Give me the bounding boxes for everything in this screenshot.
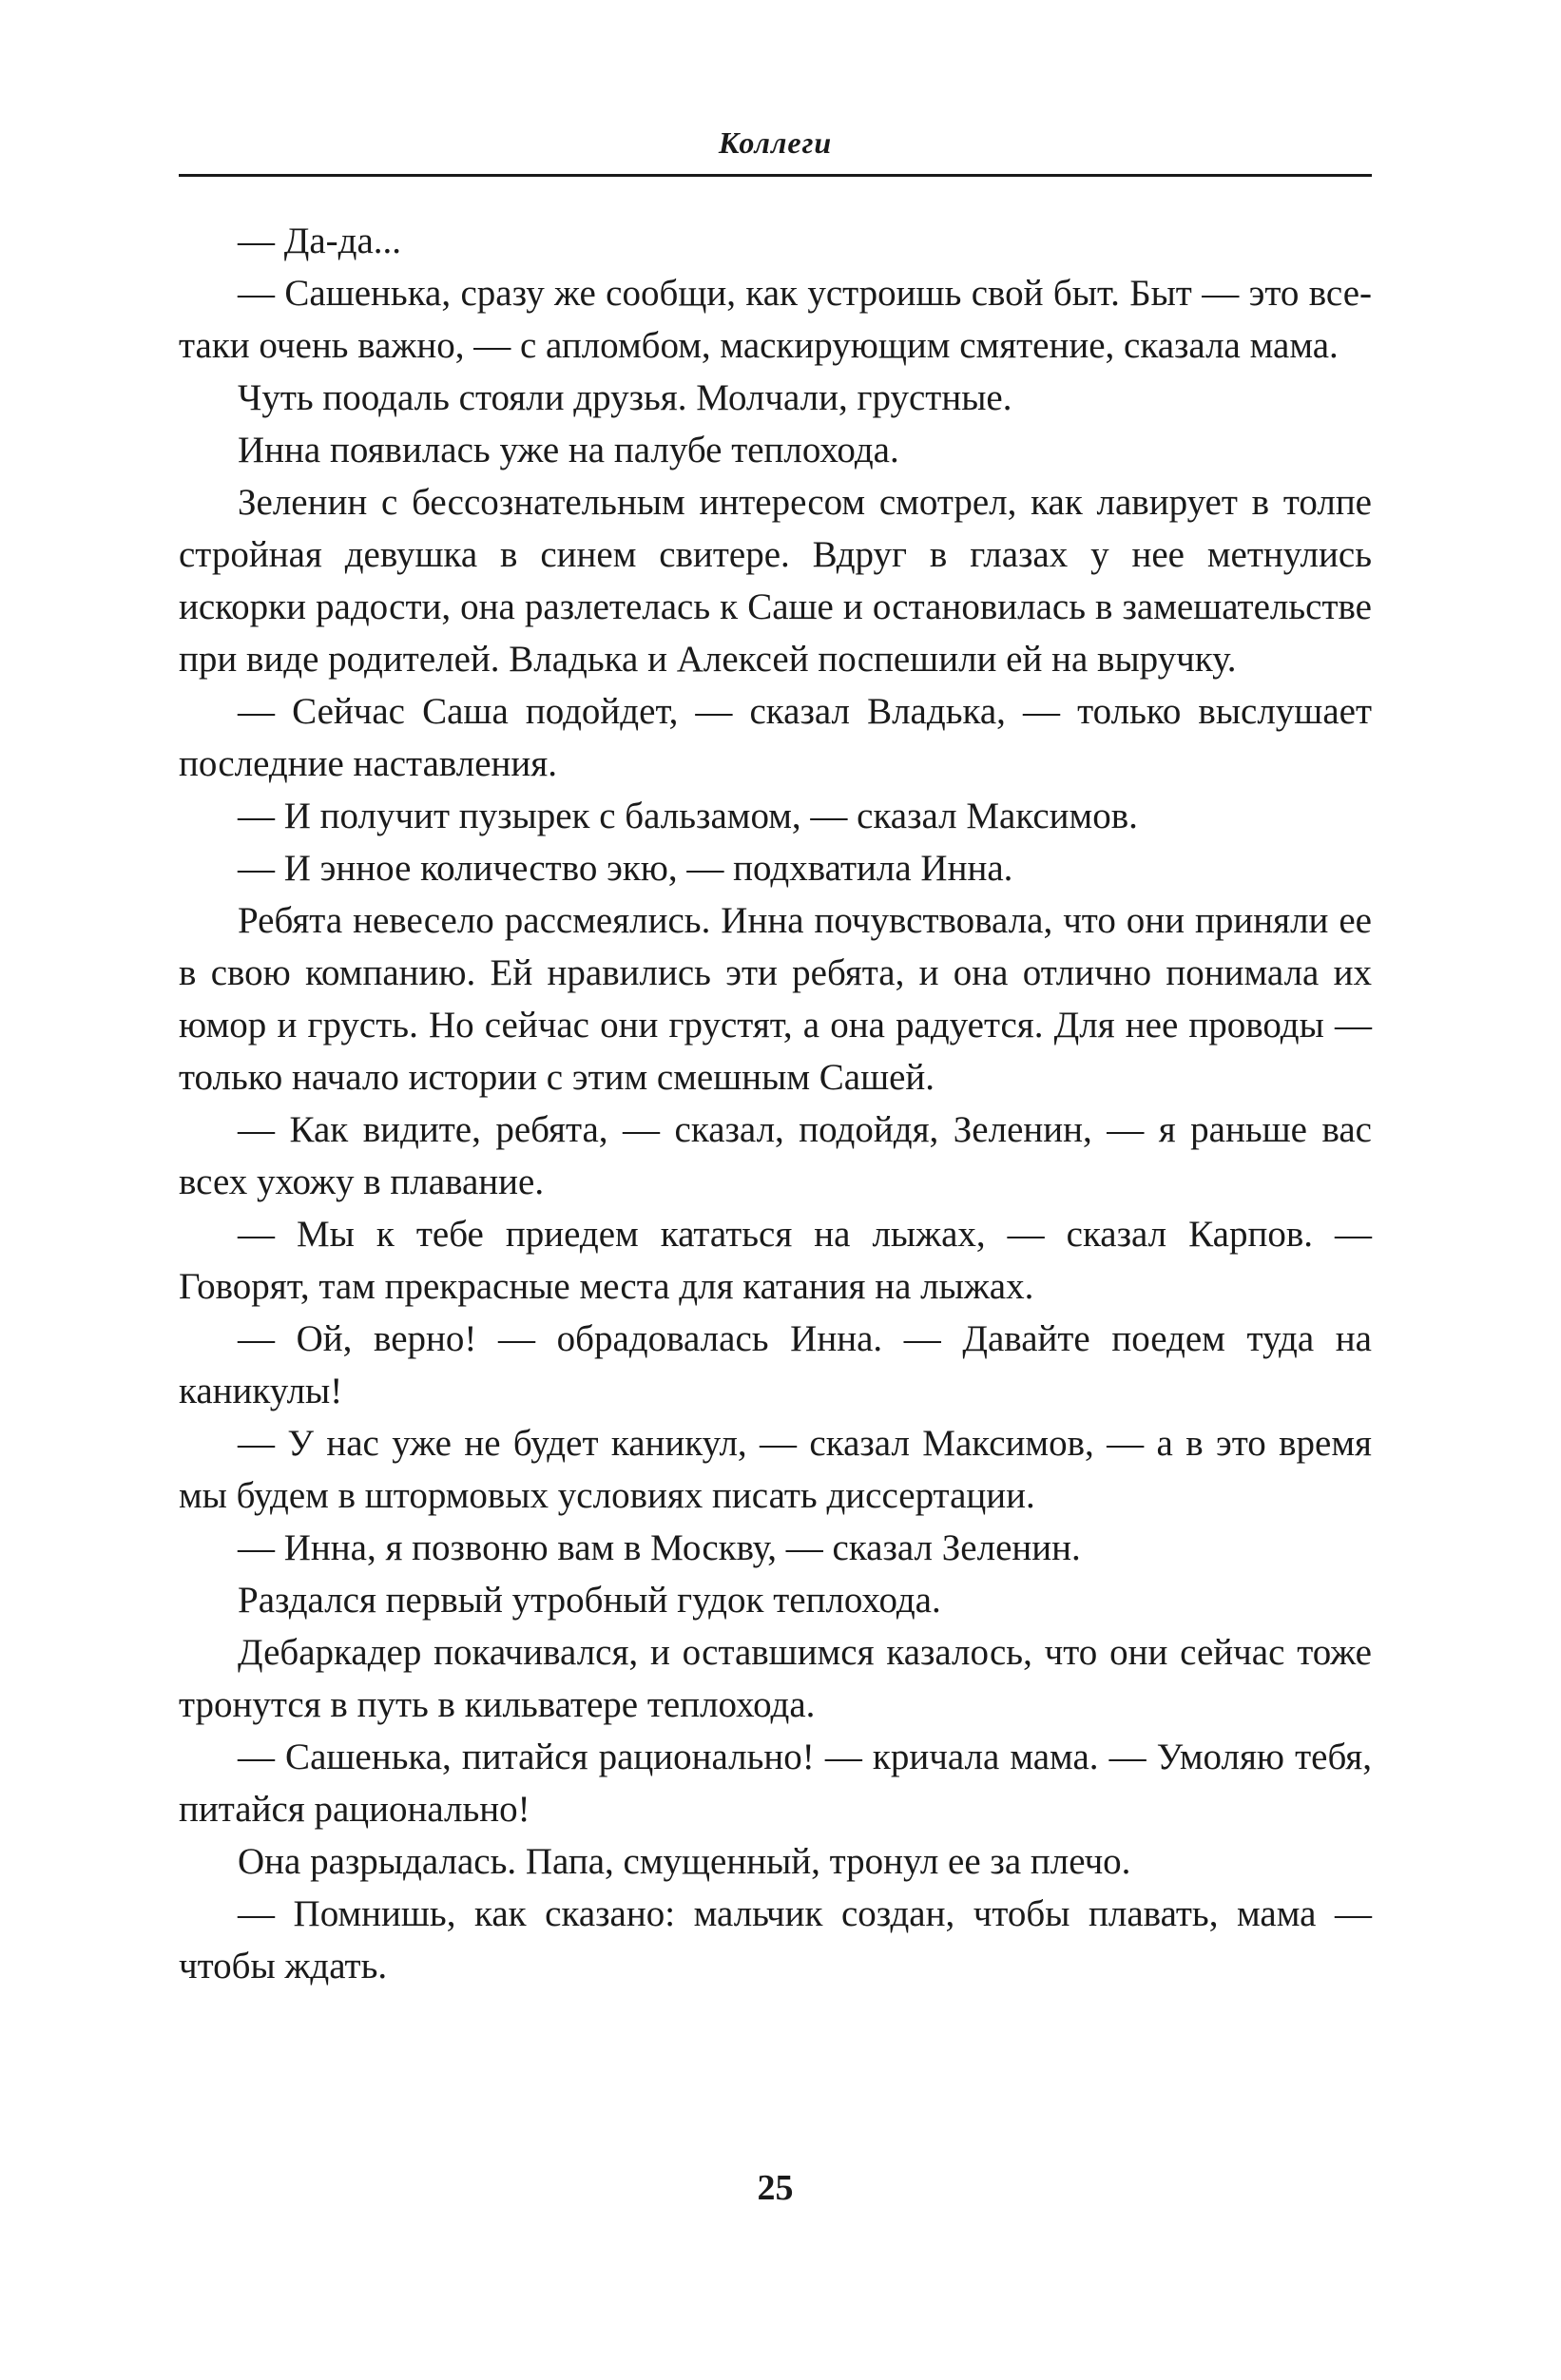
paragraph: — Инна, я позвоню вам в Москву, — сказал Зеленин. bbox=[238, 1527, 1081, 1568]
paragraph: — Помнишь, как сказано: мальчик создан, чтобы плавать, мама — чтобы ждать. bbox=[179, 1893, 1372, 1987]
paragraph: — У нас уже не будет каникул, — сказал Максимов, — а в это время мы будем в штормовых условиях писать диссертации. bbox=[179, 1423, 1372, 1516]
body-text bbox=[179, 215, 1372, 1992]
paragraph: — И энное количество экю, — подхватила Инна. bbox=[238, 848, 1013, 889]
paragraph: — Да-да... bbox=[238, 221, 402, 261]
paragraph: Инна появилась уже на палубе теплохода. bbox=[238, 430, 899, 470]
book-page bbox=[179, 0, 1372, 2380]
running-head: Коллеги bbox=[718, 125, 833, 160]
paragraph: — Сашенька, питайся рационально! — кричала мама. — Умоляю тебя, питайся рационально! bbox=[179, 1737, 1372, 1830]
paragraph: Чуть поодаль стояли друзья. Молчали, грустные. bbox=[238, 377, 1012, 418]
paragraph: Зеленин с бессознательным интересом смотрел, как лавирует в толпе стройная девушка в синем свитере. Вдруг в глазах у нее метнулись искорки радости, она разлетелась к Саше и остановилась в замешательстве при виде родителей. Владька и Алексей поспешили ей на выручку. bbox=[179, 482, 1372, 680]
paragraph: — Как видите, ребята, — сказал, подойдя, Зеленин, — я раньше вас всех ухожу в плавание. bbox=[179, 1109, 1372, 1202]
paragraph: — Сашенька, сразу же сообщи, как устроишь свой быт. Быт — это все-таки очень важно, — с апломбом, маскирующим смятение, сказала мама. bbox=[179, 273, 1372, 366]
header-rule bbox=[179, 174, 1372, 177]
paragraph: Она разрыдалась. Папа, смущенный, тронул ее за плечо. bbox=[238, 1841, 1131, 1882]
page-number: 25 bbox=[757, 2168, 794, 2208]
paragraph: — И получит пузырек с бальзамом, — сказал Максимов. bbox=[238, 796, 1138, 836]
paragraph: Дебаркадер покачивался, и оставшимся казалось, что они сейчас тоже тронутся в путь в кильватере теплохода. bbox=[179, 1632, 1372, 1725]
paragraph: — Мы к тебе приедем кататься на лыжах, — сказал Карпов. — Говорят, там прекрасные места для катания на лыжах. bbox=[179, 1214, 1372, 1307]
paragraph: Раздался первый утробный гудок теплохода. bbox=[238, 1580, 941, 1621]
paragraph: — Сейчас Саша подойдет, — сказал Владька, — только выслушает последние наставления. bbox=[179, 691, 1372, 784]
paragraph: Ребята невесело рассмеялись. Инна почувствовала, что они приняли ее в свою компанию. Ей нравились эти ребята, и она отлично понимала их юмор и грусть. Но сейчас они грустят, а она радуется. Для нее проводы — только начало истории с этим смешным Сашей. bbox=[179, 900, 1372, 1098]
paragraph: — Ой, верно! — обрадовалась Инна. — Давайте поедем туда на каникулы! bbox=[179, 1318, 1372, 1411]
